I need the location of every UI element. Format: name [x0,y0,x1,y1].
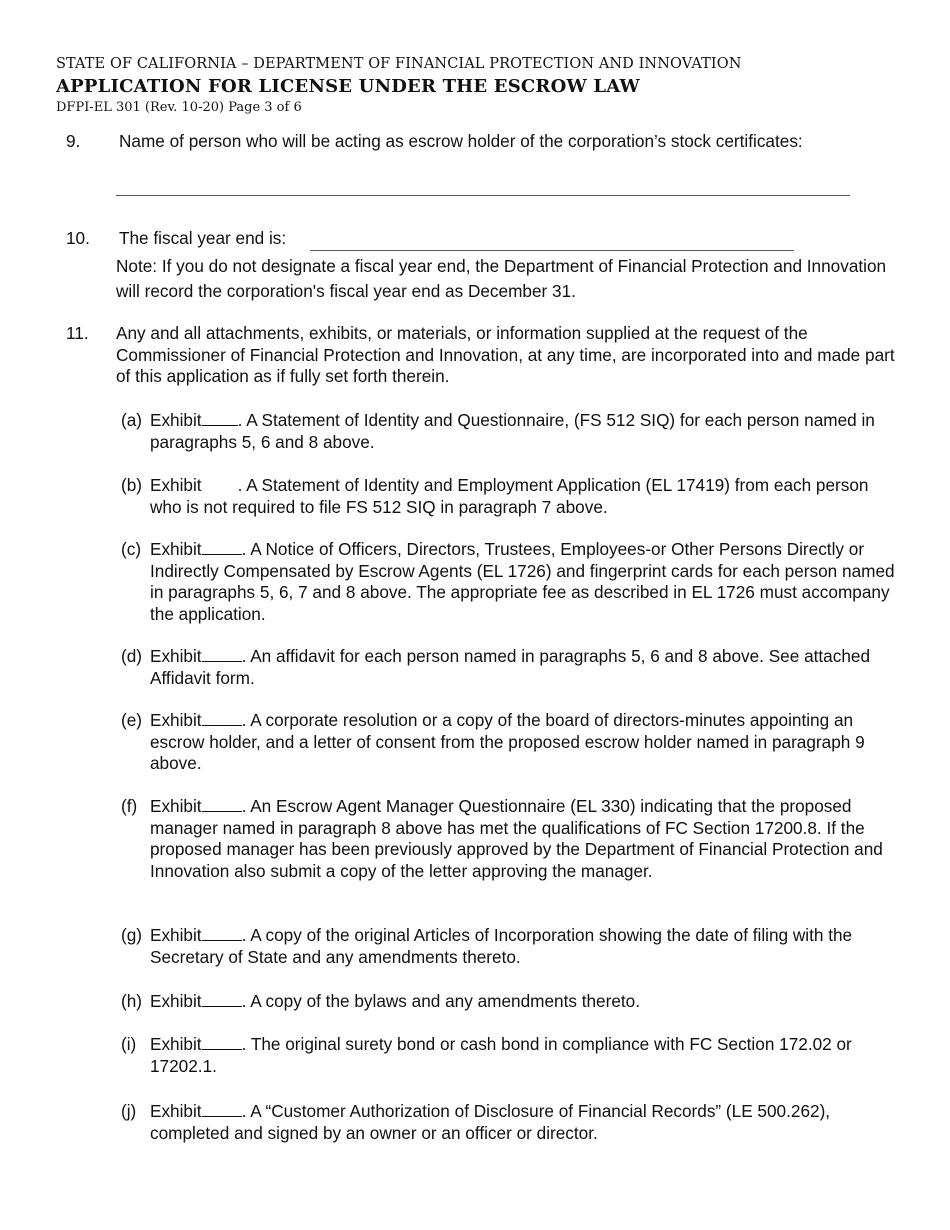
exhibit-description: . An Escrow Agent Manager Questionnaire (EL 330) indicating that the proposed manager named in paragraph 8 above has met the qualifications of FC Section 17200.8. If the proposed manager has been previously approved by the Department of Financial Protection and Innovation also submit a copy of the letter approving the manager. [150,796,883,881]
item-9-answer-line [116,195,850,196]
exhibit-description: . A Statement of Identity and Employment Application (EL 17419) from each person who is not required to file FS 512 SIQ in paragraph 7 above. [150,475,869,517]
form-title: APPLICATION FOR LICENSE UNDER THE ESCROW LAW [56,76,640,97]
exhibit-description: . A “Customer Authorization of Disclosure of Financial Records” (LE 500.262), completed and signed by an owner or an officer or director. [150,1101,831,1143]
fiscal-year-end-field[interactable] [316,228,786,249]
exhibit-number-blank[interactable] [202,1101,242,1117]
item-11-number: 11. [66,323,89,343]
exhibit-label: Exhibit [150,1101,202,1121]
exhibit-letter: (j) [121,1101,137,1121]
exhibit-letter: (g) [121,925,143,945]
exhibit-item [121,1034,901,1077]
exhibit-letter: (h) [121,991,143,1011]
exhibit-number-blank[interactable] [202,991,242,1007]
exhibit-letter: (a) [121,410,143,430]
item-9-number: 9. [66,131,81,151]
exhibit-number-blank[interactable] [202,1034,242,1050]
exhibit-item [121,991,901,1013]
exhibit-item [121,796,901,882]
exhibit-letter: (c) [121,539,142,559]
exhibit-number-blank[interactable] [202,410,238,426]
exhibit-item [121,710,901,775]
exhibit-label: Exhibit [150,539,202,559]
exhibit-number-blank[interactable] [202,925,242,941]
item-10-number: 10. [66,228,90,248]
exhibit-letter: (b) [121,475,143,495]
exhibit-description: . An affidavit for each person named in paragraphs 5, 6 and 8 above. See attached Affidavit form. [150,646,871,688]
exhibit-letter: (e) [121,710,143,730]
exhibit-description: . The original surety bond or cash bond in compliance with FC Section 172.02 or 17202.1. [150,1034,852,1076]
exhibit-label: Exhibit [150,646,202,666]
exhibit-label: Exhibit [150,410,202,430]
exhibit-letter: (d) [121,646,143,666]
exhibit-label: Exhibit [150,1034,202,1054]
item-9-answer-field[interactable] [122,172,842,194]
exhibit-item [121,646,901,689]
exhibit-item [121,925,901,968]
exhibit-item [121,475,901,518]
exhibit-description: . A corporate resolution or a copy of the board of directors-minutes appointing an escrow holder, and a letter of consent from the proposed escrow holder named in paragraph 9 above. [150,710,865,773]
exhibit-description: . A copy of the original Articles of Incorporation showing the date of filing with the Secretary of State and any amendments thereto. [150,925,853,967]
exhibit-number-blank[interactable] [202,539,242,555]
item-11-text: Any and all attachments, exhibits, or materials, or information supplied at the request of the Commissioner of Financial Protection and Innovation, at any time, are incorporated into and made part of this application as if fully set forth therein. [116,323,895,386]
item-10-text: The fiscal year end is: [119,228,287,248]
item-10-answer-line [310,250,794,251]
exhibit-item [121,539,901,625]
exhibit-label: Exhibit [150,475,202,495]
exhibit-letter: (i) [121,1034,137,1054]
exhibit-number-blank[interactable] [202,710,242,726]
exhibit-description: . A copy of the bylaws and any amendments thereto. [241,991,641,1011]
exhibit-description: . A Notice of Officers, Directors, Trustees, Employees-or Other Persons Directly or Indirectly Compensated by Escrow Agents (EL 1726) and fingerprint cards for each person named in paragraphs 5, 6, 7 and 8 above. The appropriate fee as described in EL 1726 must accompany the application. [150,539,895,624]
form-id-page: DFPI-EL 301 (Rev. 10-20) Page 3 of 6 [56,100,302,115]
exhibit-description: . A Statement of Identity and Questionnaire, (FS 512 SIQ) for each person named in paragraphs 5, 6 and 8 above. [150,410,875,452]
exhibit-label: Exhibit [150,991,202,1011]
exhibit-number-blank[interactable] [202,646,242,662]
exhibit-item [121,1101,901,1144]
exhibit-item [121,410,901,453]
exhibit-label: Exhibit [150,796,202,816]
item-10-note: Note: If you do not designate a fiscal year end, the Department of Financial Protection and Innovation will record the corporation's fiscal year end as December 31. [116,256,887,301]
exhibit-label: Exhibit [150,925,202,945]
agency-header: STATE OF CALIFORNIA – DEPARTMENT OF FINANCIAL PROTECTION AND INNOVATION [56,56,742,72]
exhibit-label: Exhibit [150,710,202,730]
exhibit-number-blank[interactable] [202,796,242,812]
exhibit-letter: (f) [121,796,138,816]
item-9-text: Name of person who will be acting as escrow holder of the corporation’s stock certificates: [119,131,803,151]
